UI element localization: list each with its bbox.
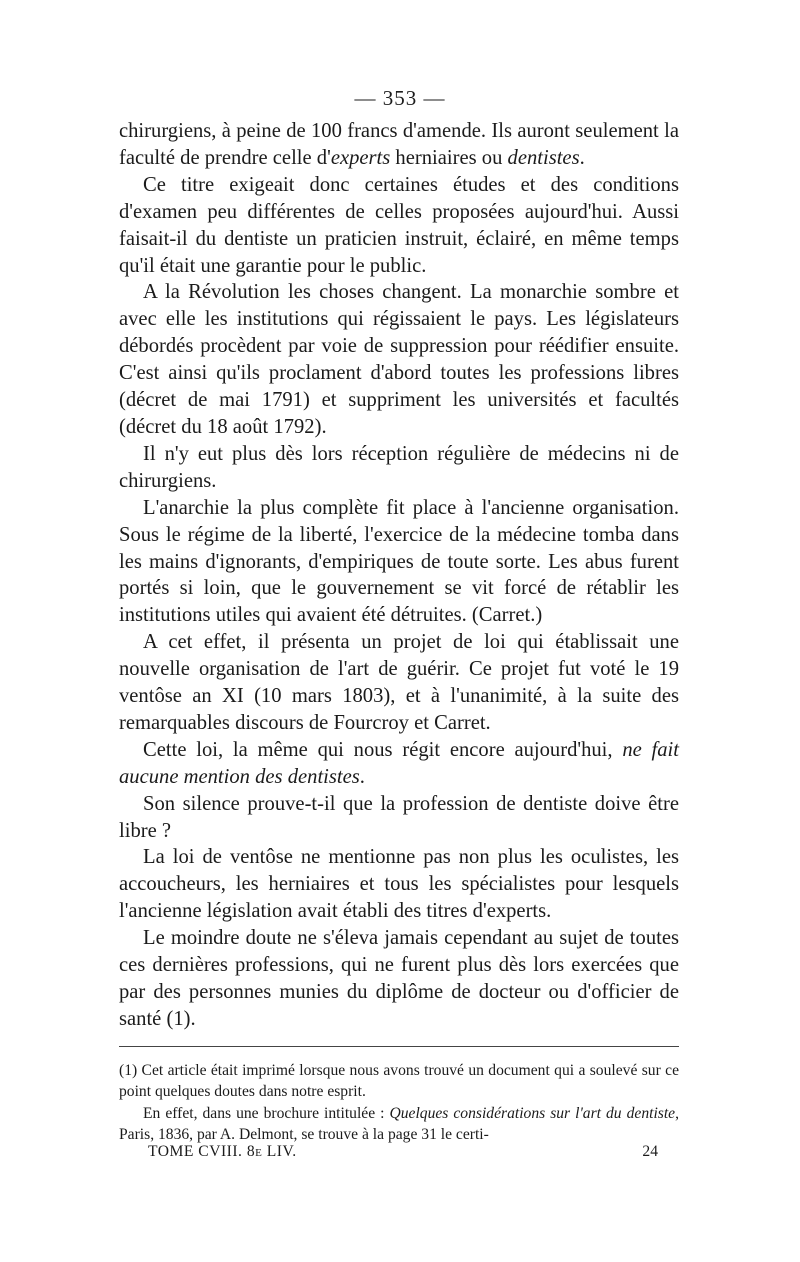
- paragraph-2: Ce titre exigeait donc certaines études et des conditions d'examen peu différentes de celles proposées aujourd'hui. Aussi faisait-il du dentiste un praticien instruit, éclairé, en même temps qu'il était une garantie pour le public.: [119, 173, 679, 277]
- paragraph-1-text-e: .: [579, 146, 585, 169]
- paragraph-5: L'anarchie la plus complète fit place à l'ancienne organisation. Sous le régime de la liberté, l'exercice de la médecine tomba dans les mains d'ignorants, d'empiriques de toute sorte. Les abus furent portés si loin, que le gouvernement se vit forcé de rétablir les institutions utiles qui avaient été détruites. (Carret.): [119, 496, 679, 627]
- footnote-divider: [119, 1046, 679, 1047]
- paragraph-8: Son silence prouve-t-il que la profession de dentiste doive être libre ?: [119, 792, 679, 842]
- signature-line: [148, 1141, 658, 1162]
- paragraph-10: Le moindre doute ne s'éleva jamais cependant au sujet de toutes ces dernières professions, qui ne furent plus dès lors exercées que par des personnes munies du diplôme de docteur ou d'officier de santé (1).: [119, 927, 679, 1030]
- footnote-2: [119, 1103, 679, 1146]
- footnote-2-text-a: En effet, dans une brochure intitulée :: [143, 1104, 390, 1122]
- paragraph-6: A cet effet, il présenta un projet de loi qui établissait une nouvelle organisation de l'art de guérir. Ce projet fut voté le 19 ventôse an XI (10 mars 1803), et à l'unanimité, à la suite des remarquables discours de Fourcroy et Carret.: [119, 631, 679, 734]
- page-number: — 353 —: [354, 86, 446, 110]
- paragraph-7-italic: ne fait aucune mention des dentistes: [119, 738, 679, 788]
- signature-number: 24: [642, 1143, 658, 1160]
- paragraph-1-text-a: chirurgiens, à peine de 100 francs d'amende. Ils auront seulement la faculté de prendre celle d': [119, 120, 679, 169]
- paragraph-7: [119, 737, 679, 791]
- paragraph-7-text-c: .: [359, 765, 365, 788]
- paragraph-7-text-a: Cette loi, la même qui nous régit encore aujourd'hui,: [143, 738, 623, 761]
- paragraph-9: La loi de ventôse ne mentionne pas non plus les oculistes, les accoucheurs, les herniaires et tous les spécialistes pour lesquels l'ancienne législation avait établi des titres d'experts.: [119, 846, 679, 923]
- tome-label: TOME CVIII. 8e LIV.: [148, 1143, 297, 1160]
- paragraph-1-italic-dentistes: dentistes: [507, 146, 580, 169]
- paragraph-1-text-c: herniaires ou: [390, 146, 508, 169]
- footnotes: [119, 1060, 679, 1146]
- paragraph-1: [119, 118, 679, 172]
- footnote-2-text-c: , Paris, 1836, par A. Delmont, se trouve à la page 31 le certi-: [119, 1104, 680, 1144]
- paragraph-4: Il n'y eut plus dès lors réception régulière de médecins ni de chirurgiens.: [119, 442, 679, 492]
- paragraph-1-italic-experts: experts: [330, 146, 391, 169]
- paragraph-3: A la Révolution les choses changent. La monarchie sombre et avec elle les institutions qui régissaient le pays. Les législateurs débordés procèdent par voie de suppression pour réédifier ensuite. C'est ainsi qu'ils proclament d'abord toutes les professions libres (décret de mai 1791) et suppriment les universités et facultés (décret du 18 août 1792).: [119, 281, 679, 438]
- footnote-2-italic-title: Quelques considérations sur l'art du dentiste: [389, 1104, 676, 1122]
- footnote-1: (1) Cet article était imprimé lorsque nous avons trouvé un document qui a soulevé sur ce point quelques doutes dans notre esprit.: [119, 1062, 679, 1101]
- main-text: [119, 118, 679, 1033]
